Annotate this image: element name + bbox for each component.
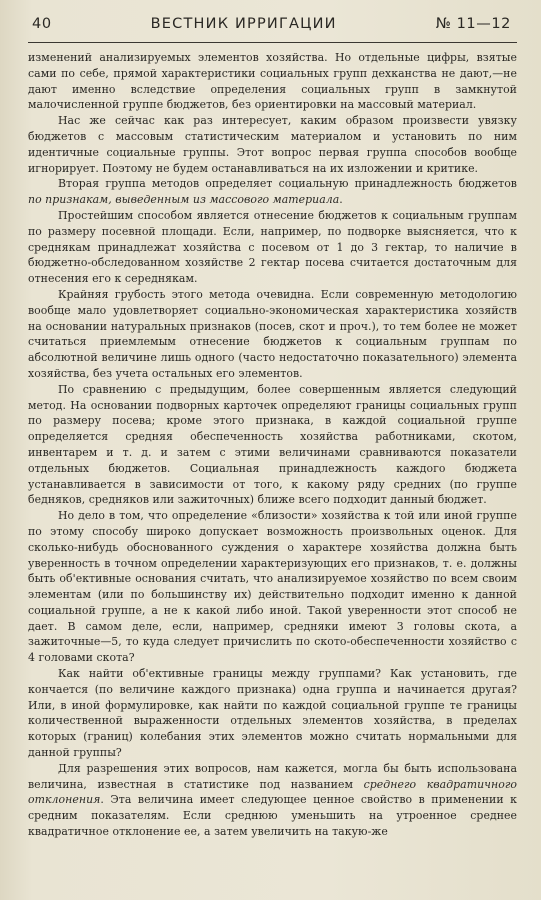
paragraph: Для разрешения этих вопросов, нам кажется, могла бы быть использована величина, известная в статистике под названием среднего квадратичного отклонения. Эта величина имеет следующее ценное свойство в применении к средним показателям. Если среднюю уменьшить на утроенное среднее квадратичное отклонение ее, а затем увеличить на такую-же: [28, 761, 517, 839]
paragraph: изменений анализируемых элементов хозяйства. Но отдельные цифры, взятые сами по себе, прямой характеристики социальных групп дехканства не дают,—не дают именно вследствие определения социальных групп в замкнутой малочисленной группе бюджетов, без ориентировки на массовый материал.: [28, 51, 517, 112]
paragraph: Вторая группа методов определяет социальную принадлежность бюджетов по признакам, выведенным из массового материала.: [28, 177, 517, 207]
article-body: [28, 50, 517, 840]
running-header: [28, 16, 517, 36]
emphasis-text: по признакам, выведенным из массового материала: [28, 193, 340, 207]
paragraph: Как найти об'ективные границы между группами? Как установить, где кончается (по величине каждого признака) одна группа и начинается другая? Или, в иной формулировке, как найти по каждой социальной группе те границы количественной выраженности отдельных элементов хозяйства, в пределах которых (границ) колебания этих элементов можно считать нормальными для данной группы?: [28, 667, 517, 760]
emphasis-text: среднего квадратичного отклонения: [28, 777, 517, 807]
paragraph: Но дело в том, что определение «близости» хозяйства к той или иной группе по этому способу широко допускает возможность произвольных оценок. Для сколько-нибудь обоснованного суждения о характере хозяйства должна быть уверенность в точном определении характеризующих его признаков, т. е. должны быть об'ективные основания считать, что анализируемое хозяйство по всем своим элементам (или по большинству их) действительно подходит именно к данной социальной группе, а не к какой либо иной. Такой уверенности этот способ не дает. В самом деле, если, например, средняки имеют 3 головы скота, а зажиточные—5, то куда следует причислить по ското-обеспеченности хозяйство с 4 головами скота?: [28, 509, 517, 665]
paragraph: Простейшим способом является отнесение бюджетов к социальным группам по размеру посевной площади. Если, например, по подворке выясняется, что к среднякам принадлежат хозяйства с посевом от 1 до 3 гектар, то наличие в бюджетно-обследованном хозяйстве 2 гектар посева считается достаточным для отнесения его к середнякам.: [28, 208, 517, 286]
issue-number: № 11—12: [435, 16, 511, 32]
journal-title: ВЕСТНИК ИРРИГАЦИИ: [150, 16, 337, 32]
paragraph: Крайняя грубость этого метода очевидна. Если современную методологию вообще мало удовлетворяет социально-экономическая характеристика хозяйств на основании натуральных признаков (посев, скот и проч.), то тем более не может считаться приемлемым отнесение бюджетов к социальным группам по абсолютной величине лишь одного (часто недостаточно показательного) элемента хозяйства, без учета остальных его элементов.: [28, 287, 517, 380]
page-number: 40: [32, 16, 52, 32]
header-rule: [28, 42, 517, 43]
paragraph: По сравнению с предыдущим, более совершенным является следующий метод. На основании подворных карточек определяют границы социальных групп по размеру посева; кроме этого признака, в каждой социальной группе определяется средняя обеспеченность хозяйства работниками, скотом, инвентарем и т. д. и затем с этими величинами сравниваются показатели отдельных бюджетов. Социальная принадлежность каждого бюджета устанавливается в зависимости от того, к какому ряду средних (по группе бедняков, средняков или зажиточных) ближе всего подходит данный бюджет.: [28, 382, 517, 507]
paragraph: Нас же сейчас как раз интересует, каким образом произвести увязку бюджетов с массовым статистическим материалом и установить по ним идентичные социальные группы. Этот вопрос первая группа способов вообще игнорирует. Поэтому не будем останавливаться на их изложении и критике.: [28, 114, 517, 175]
